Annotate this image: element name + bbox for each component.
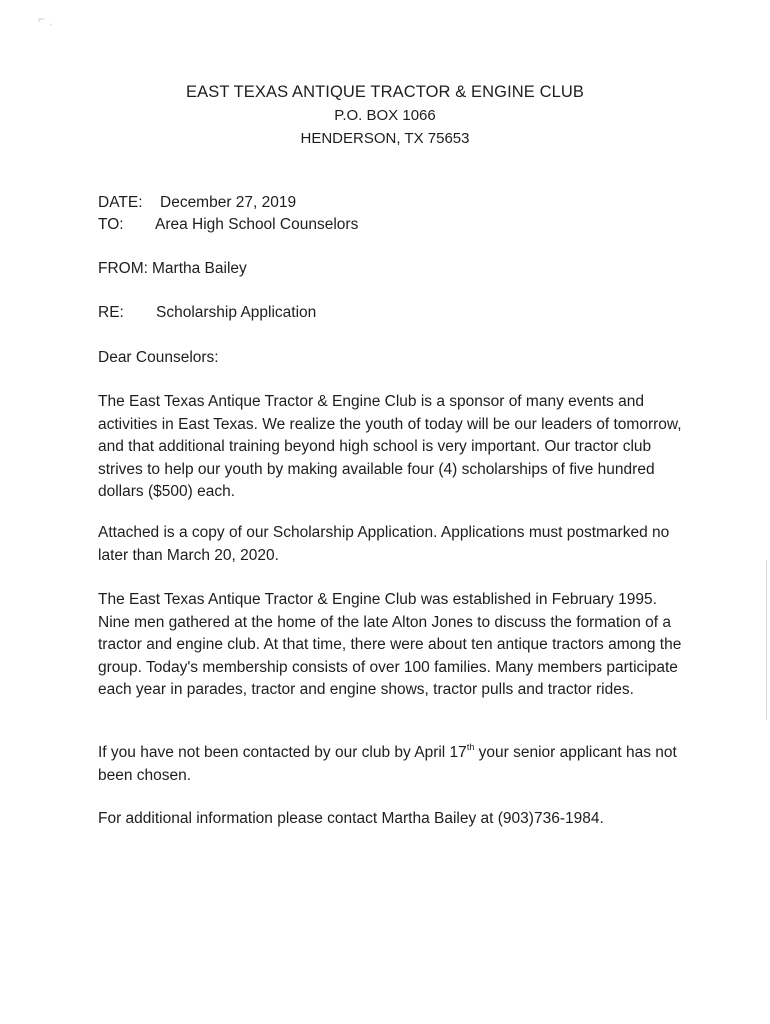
memo-to-value: Area High School Counselors — [155, 216, 359, 233]
memo-re-label: RE: — [98, 304, 124, 321]
memo-date-row — [98, 194, 296, 212]
memo-re-value: Scholarship Application — [156, 304, 317, 321]
memo-from-value: Martha Bailey — [152, 260, 247, 277]
scan-edge-line — [766, 560, 767, 720]
paragraph-history: The East Texas Antique Tractor & Engine Club was established in February 1995. Nine men gathered at the home of the late Alton Jones to discuss the formation of a tractor and engine club. At that time, there were about ten antique tractors among the group. Today's membership consists of over 100 families. Many members participate each year in parades, tractor and engine shows, tractor pulls and tractor rides. — [98, 591, 682, 698]
memo-to-label: TO: — [98, 216, 124, 233]
memo-date-value: December 27, 2019 — [160, 194, 297, 211]
notification-text-end: your senior applicant has not been chosen. — [98, 744, 677, 784]
salutation: Dear Counselors: — [98, 349, 219, 366]
paragraph-sponsor: The East Texas Antique Tractor & Engine Club is a sponsor of many events and activities in East Texas. We realize the youth of today will be our leaders of tomorrow, and that additional training beyond high school is very important. Our tractor club strives to help our youth by making available four (4) scholarships of five hundred dollars ($500) each. — [98, 393, 682, 500]
letterhead-org-name: EAST TEXAS ANTIQUE TRACTOR & ENGINE CLUB — [186, 83, 584, 101]
memo-date-label: DATE: — [98, 194, 143, 211]
letterhead-po-box: P.O. BOX 1066 — [334, 107, 436, 124]
paragraph-notification — [98, 742, 688, 787]
memo-to-row — [98, 216, 358, 234]
scan-speck: ⌐ ˏ — [38, 12, 53, 26]
memo-re-row — [98, 304, 316, 322]
letterhead-city: HENDERSON, TX 75653 — [300, 130, 470, 147]
paragraph-contact: For additional information please contact Martha Bailey at (903)736-1984. — [98, 810, 604, 827]
memo-from-row — [98, 260, 247, 278]
notification-superscript: th — [466, 742, 475, 752]
notification-text-start: If you have not been contacted by our club by April 17 — [98, 744, 467, 761]
memo-from-label: FROM: — [98, 260, 148, 277]
paragraph-deadline: Attached is a copy of our Scholarship Application. Applications must postmarked no later than March 20, 2020. — [98, 524, 670, 564]
